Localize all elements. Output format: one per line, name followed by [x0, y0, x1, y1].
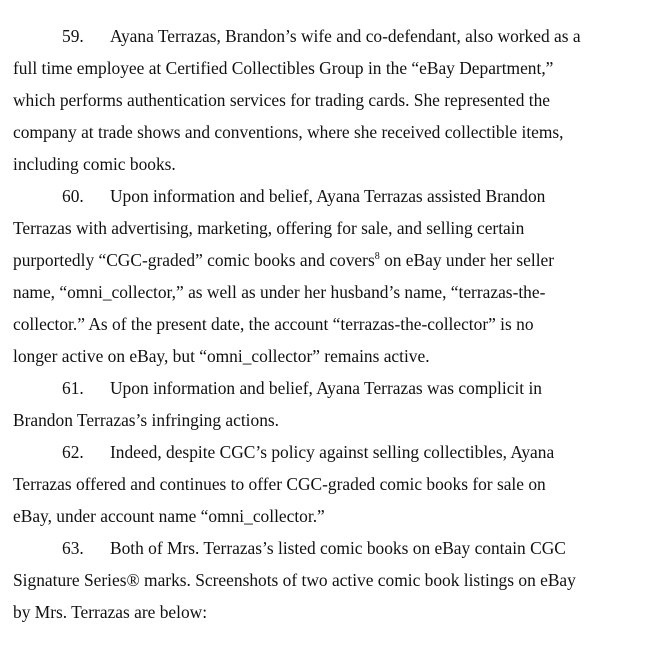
paragraph-text: Indeed, despite CGC’s policy against selling collectibles, Ayana	[110, 442, 555, 462]
paragraph-line	[13, 244, 641, 276]
document-body	[13, 20, 641, 628]
paragraph-line: eBay, under account name “omni_collector.”	[13, 506, 325, 526]
paragraph-text: Upon information and belief, Ayana Terrazas assisted Brandon	[110, 186, 546, 206]
paragraph-number: 61.	[62, 378, 84, 398]
paragraph-line: Terrazas with advertising, marketing, offering for sale, and selling certain	[13, 218, 525, 238]
paragraph-number: 62.	[62, 442, 84, 462]
paragraph-text: on eBay under her seller	[379, 250, 555, 270]
paragraph-text: Upon information and belief, Ayana Terrazas was complicit in	[110, 378, 542, 398]
paragraph-line: collector.” As of the present date, the account “terrazas-the-collector” is no	[13, 314, 534, 334]
paragraph-line	[13, 436, 641, 468]
paragraph-line: including comic books.	[13, 154, 176, 174]
paragraph-line: which performs authentication services for trading cards. She represented the	[13, 90, 550, 110]
paragraph-line: by Mrs. Terrazas are below:	[13, 602, 208, 622]
paragraph-text: Both of Mrs. Terrazas’s listed comic books on eBay contain CGC	[110, 538, 566, 558]
paragraph-60	[13, 180, 641, 372]
paragraph-63	[13, 532, 641, 628]
paragraph-line	[13, 180, 641, 212]
paragraph-line: Brandon Terrazas’s infringing actions.	[13, 410, 280, 430]
footnote-reference: 8	[374, 251, 380, 262]
paragraph-text: Ayana Terrazas, Brandon’s wife and co-defendant, also worked as a	[110, 26, 581, 46]
paragraph-62	[13, 436, 641, 532]
paragraph-line: company at trade shows and conventions, where she received collectible items,	[13, 122, 564, 142]
paragraph-number: 63.	[62, 538, 84, 558]
paragraph-59	[13, 20, 641, 180]
paragraph-line: Terrazas offered and continues to offer CGC-graded comic books for sale on	[13, 474, 546, 494]
paragraph-number: 60.	[62, 186, 84, 206]
paragraph-line: longer active on eBay, but “omni_collector” remains active.	[13, 346, 430, 366]
paragraph-line	[13, 372, 641, 404]
paragraph-number: 59.	[62, 26, 84, 46]
paragraph-line: full time employee at Certified Collectibles Group in the “eBay Department,”	[13, 58, 554, 78]
paragraph-61	[13, 372, 641, 436]
paragraph-line	[13, 532, 641, 564]
paragraph-line: Signature Series® marks. Screenshots of two active comic book listings on eBay	[13, 570, 576, 590]
paragraph-text: purportedly “CGC-graded” comic books and covers	[13, 250, 375, 270]
paragraph-line: name, “omni_collector,” as well as under her husband’s name, “terrazas-the-	[13, 282, 546, 302]
paragraph-line	[13, 20, 641, 52]
